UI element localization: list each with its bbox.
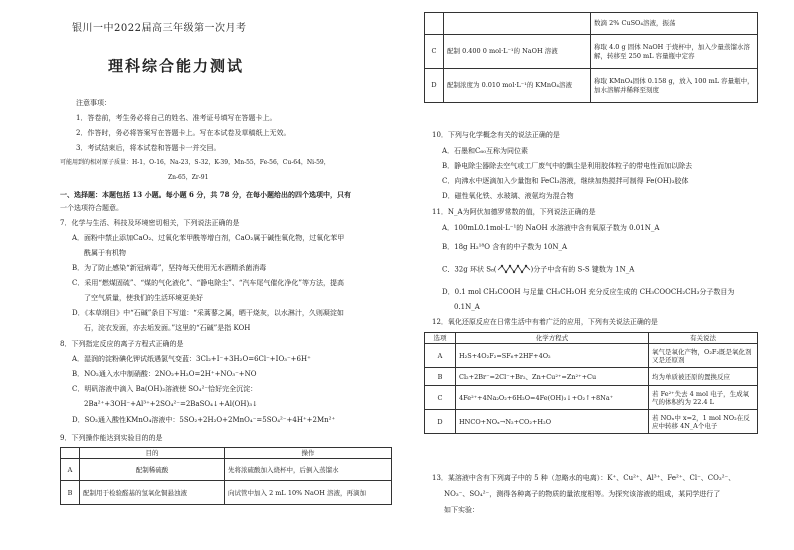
q7-stem: 7．化学与生活、科技及环境密切相关，下列说法正确的是 (60, 219, 240, 227)
table-row (425, 410, 758, 434)
table-row (425, 13, 758, 35)
school-title: 银川一中2022届高三年级第一次月考 (72, 23, 247, 34)
q12-row-b-option: B (425, 368, 456, 386)
q9-stem: 9．下列操作能达到实验目的的是 (60, 434, 163, 442)
q9-row-b-option-cont (425, 13, 444, 35)
q11-option-d-cont: 0.1N_A (454, 303, 480, 311)
q7-option-c-cont: 了空气质量，使我们的生活环境更美好 (84, 294, 203, 302)
q8-option-d: D．SO₂通入酸性KMnO₄溶液中：5SO₂+2H₂O+2MnO₄⁻=5SO₄²⁻+4H⁺+2Mn²⁺ (72, 416, 336, 424)
table-row (425, 35, 758, 69)
atomic-masses-cont: Zn-65，Zr-91 (168, 174, 209, 181)
q12-header-option: 选项 (425, 333, 456, 344)
note-3: 3．考试结束后，将本试卷和答题卡一并交回。 (76, 144, 221, 152)
table-row (425, 69, 758, 103)
q9-row-a-operation: 先将浓硫酸加入烧杯中，后倒入蒸馏水 (225, 459, 392, 481)
q11-option-a: A．100mL0.1mol·L⁻¹的 NaOH 水溶液中含有氧原子数为 0.01N_A (442, 224, 660, 232)
q9-table (60, 447, 392, 505)
q9-table-continued (424, 12, 758, 103)
q9-row-b-operation-cont: 数滴 2% CuSO₄溶液，振荡 (591, 13, 758, 35)
q8-option-a: A．湿润的淀粉碘化钾试纸遇氯气变蓝：3Cl₂+I⁻+3H₂O=6Cl⁻+IO₃⁻+6H⁺ (72, 355, 311, 363)
q9-row-c-goal: 配制 0.400 0 mol·L⁻¹的 NaOH 溶液 (444, 35, 591, 69)
q12-row-b-equation: Cl₂+2Br⁻=2Cl⁻+Br₂、Zn+Cu²⁺=Zn²⁺+Cu (456, 368, 649, 386)
q9-row-c-option: C (425, 35, 444, 69)
section-heading-cont: 一个选项符合题意。 (60, 204, 123, 212)
q9-header-operation: 操作 (225, 448, 392, 459)
q7-option-d: D．《本草纲目》中“石碱”条目下写道：“采蒿蓼之属，晒干烧灰，以水淋汁，久则凝淀如 (72, 309, 344, 317)
q11-option-c-pre: C．32g 环状 S₈( (442, 265, 497, 274)
q9-row-b-option: B (61, 481, 80, 505)
q9-header-goal: 目的 (80, 448, 225, 459)
exam-title: 理科综合能力测试 (108, 57, 245, 75)
q11-option-c (442, 264, 634, 275)
q9-row-b-goal-cont (444, 13, 591, 35)
q10-option-b: B．静电除尘器除去空气或工厂废气中的飘尘是利用胶体粒子的带电性而加以除去 (442, 162, 693, 170)
q9-row-b-operation: 向试管中加入 2 mL 10% NaOH 溶液，再滴加 (225, 481, 392, 505)
table-row (61, 481, 392, 505)
q8-option-c: C．明矾溶液中滴入 Ba(OH)₂溶液使 SO₄²⁻恰好完全沉淀： (72, 385, 258, 393)
q12-row-b-note: 均为单质被还原的置换反应 (649, 368, 758, 386)
q8-stem: 8．下列指定反应的离子方程式正确的是 (60, 340, 184, 348)
q10-option-c: C．向沸水中逐滴加入少量饱和 FeCl₃溶液，继续加热搅拌可制得 Fe(OH)₃胶体 (442, 177, 689, 185)
q12-row-a-option: A (425, 344, 456, 368)
atomic-masses: 可能用到的相对原子质量：H-1，O-16，Na-23，S-32，K-39，Mn-55，Fe-56，Cu-64，Ni-59， (60, 159, 330, 166)
q7-option-a-cont: 酰属于有机物 (84, 249, 126, 257)
q12-row-d-equation: HNCO+NOₓ→N₂+CO₂+H₂O (456, 410, 649, 434)
table-row (425, 333, 758, 344)
q11-option-d: D．0.1 mol CH₃COOH 与足量 CH₃CH₂OH 充分反应生成的 CH₃COOCH₂CH₃分子数目为 (442, 288, 735, 296)
table-row (61, 459, 392, 481)
s8-ring-icon (497, 264, 531, 275)
q12-row-d-note: 若 NOₓ中 x=2，1 mol NO₂在反应中转移 4N_A个电子 (649, 410, 758, 434)
q7-option-a: A．面粉中禁止添加CaO₂、过氧化苯甲酰等增白剂，CaO₂属于碱性氧化物，过氧化苯甲 (72, 234, 345, 242)
section-heading: 一、选择题：本题包括 13 小题。每小题 6 分，共 78 分，在每小题给出的四个选项中，只有 (60, 190, 351, 199)
q11-stem: 11．N_A为阿伏加德罗常数的值，下列说法正确的是 (432, 208, 596, 216)
q9-row-a-goal: 配制稀硫酸 (80, 459, 225, 481)
q13-stem: 13．某溶液中含有下列离子中的 5 种（忽略水的电离）：K⁺、Cu²⁺、Al³⁺、Fe²⁺、Cl⁻、CO₃²⁻、 (432, 474, 736, 482)
note-2: 2．作答时，务必将答案写在答题卡上。写在本试卷及草稿纸上无效。 (76, 129, 291, 137)
q9-row-b-goal: 配制用于检验醛基的氢氧化铜悬浊液 (80, 481, 225, 505)
q8-option-c-eq: 2Ba²⁺+3OH⁻+Al³⁺+2SO₄²⁻=2BaSO₄↓+Al(OH)₃↓ (84, 400, 258, 408)
q13-stem-end: 如下实验： (444, 506, 479, 514)
q7-option-b: B．为了防止感染“新冠病毒”，坚持每天使用无水酒精杀菌消毒 (72, 264, 267, 272)
q12-row-d-option: D (425, 410, 456, 434)
q11-option-c-post: )分子中含有的 S-S 键数为 1N_A (530, 265, 635, 274)
q12-stem: 12．氧化还原反应在日常生活中有着广泛的应用，下列有关说法正确的是 (432, 318, 658, 326)
q11-option-b: B．18g H₂¹⁸O 含有的中子数为 10N_A (442, 243, 568, 251)
q9-row-d-goal: 配制浓度为 0.010 mol·L⁻¹的 KMnO₄溶液 (444, 69, 591, 103)
q13-stem-cont: NO₃⁻、SO₄²⁻，测得各种离子的物质的量浓度相等。为探究该溶液的组成，某同学进行了 (444, 490, 721, 498)
q9-row-a-option: A (61, 459, 80, 481)
table-row (61, 448, 392, 459)
q12-row-c-equation: 4Fe²⁺+4Na₂O₂+6H₂O=4Fe(OH)₃↓+O₂↑+8Na⁺ (456, 386, 649, 410)
q9-header-option (61, 448, 80, 459)
table-row (425, 344, 758, 368)
table-row (425, 386, 758, 410)
q12-table (424, 332, 758, 434)
q10-stem: 10．下列与化学概念有关的说法正确的是 (432, 131, 560, 139)
q7-option-d-cont: 石，浣衣发面，亦去垢发面。”这里的“石碱”是指 KOH (84, 324, 251, 332)
q10-option-a: A．石墨和C₆₀互称为同位素 (442, 147, 529, 155)
q12-row-c-note: 若 Fe²⁺失去 4 mol 电子，生成氧气的体积约为 22.4 L (649, 386, 758, 410)
note-1: 1．答卷前，考生务必将自己的姓名、准考证号填写在答题卡上。 (76, 114, 277, 122)
q12-row-c-option: C (425, 386, 456, 410)
notes-heading: 注意事项： (76, 99, 111, 107)
q12-header-equation: 化学方程式 (456, 333, 649, 344)
q12-row-a-note: 氧气是氧化产物，O₂F₂既是氧化剂又是还原剂 (649, 344, 758, 368)
q8-option-b: B．NO₂通入水中制硝酸：2NO₂+H₂O=2H⁺+NO₃⁻+NO (72, 370, 257, 378)
q9-row-c-operation: 称取 4.0 g 固体 NaOH 于烧杯中，加入少量蒸馏水溶解，转移至 250 mL 容量瓶中定容 (591, 35, 758, 69)
q9-row-d-option: D (425, 69, 444, 103)
q7-option-c: C．采用“燃煤固硫”、“煤的气化液化”、“静电除尘”、“汽车尾气催化净化”等方法，提高 (72, 279, 344, 287)
q10-option-d: D．磁性氧化铁、水玻璃、液氨均为混合物 (442, 192, 574, 200)
table-row (425, 368, 758, 386)
q12-row-a-equation: H₂S+4O₂F₂=SF₆+2HF+4O₂ (456, 344, 649, 368)
q12-header-note: 有关说法 (649, 333, 758, 344)
q9-row-d-operation: 称取 KMnO₄固体 0.158 g，放入 100 mL 容量瓶中，加水溶解并稀释至刻度 (591, 69, 758, 103)
